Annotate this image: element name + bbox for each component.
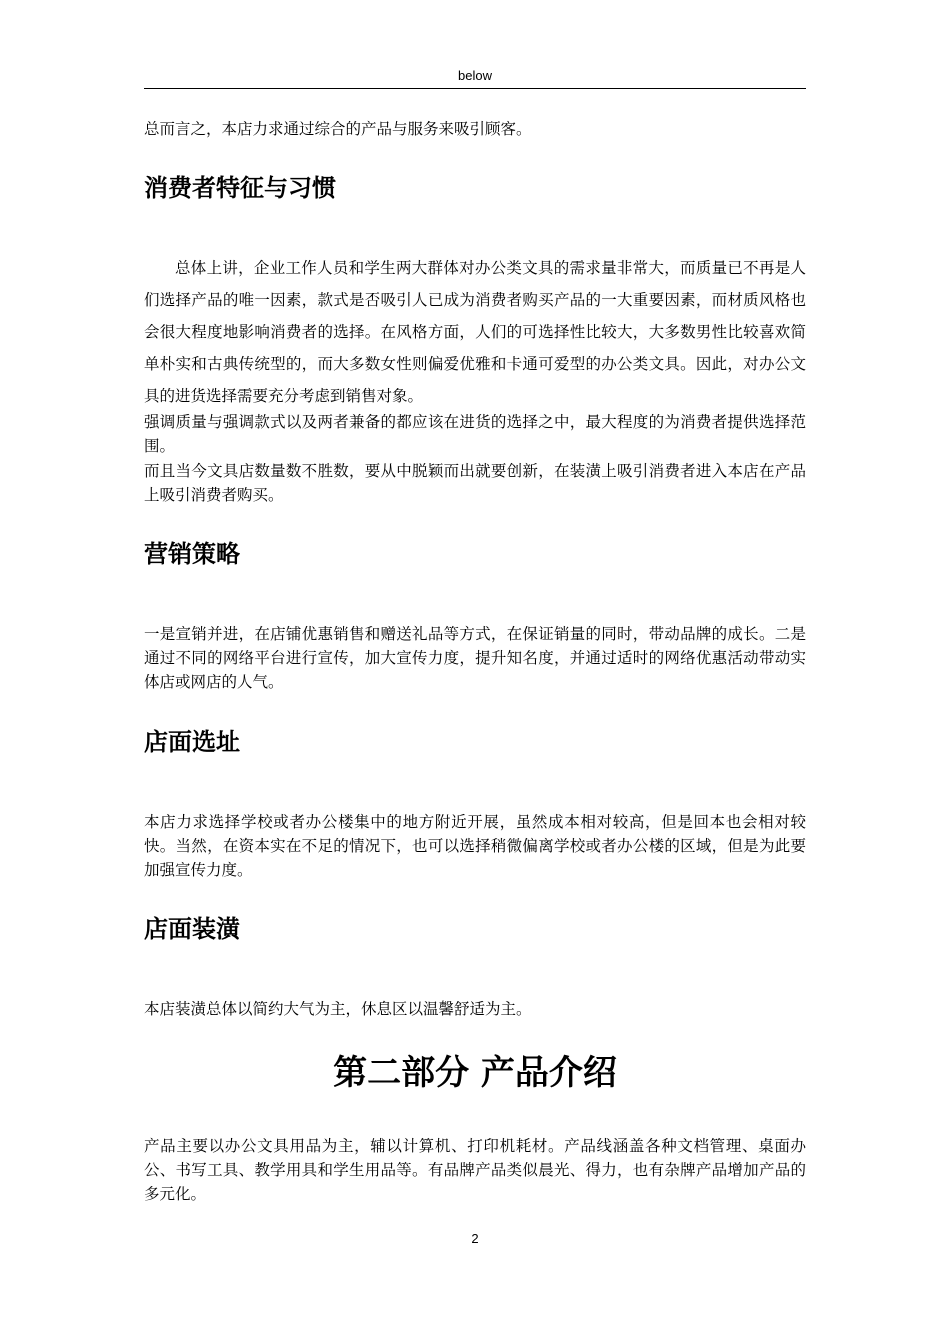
marketing-paragraph: 一是宣销并进，在店铺优惠销售和赠送礼品等方式，在保证销量的同时，带动品牌的成长。二是通过不同的网络平台进行宣传，加大宣传力度，提升知名度，并通过适时的网络优惠活动带动实体店或网店的人气。: [144, 625, 806, 691]
marketing-heading: 营销策略: [144, 540, 240, 568]
part2-title: 第二部分 产品介绍: [333, 1053, 617, 1093]
part2-paragraph: 产品主要以办公文具用品为主，辅以计算机、打印机耗材。产品线涵盖各种文档管理、桌面办公、书写工具、教学用具和学生用品等。有品牌产品类似晨光、得力，也有杂牌产品增加产品的多元化。: [144, 1137, 806, 1203]
location-paragraph: 本店力求选择学校或者办公楼集中的地方附近开展，虽然成本相对较高，但是回本也会相对较快。当然，在资本实在不足的情况下，也可以选择稍微偏离学校或者办公楼的区域，但是为此要加强宣传力度。: [144, 813, 806, 879]
page-header: below: [144, 66, 806, 89]
decoration-heading: 店面装潢: [144, 915, 240, 943]
consumer-paragraph-2: 强调质量与强调款式以及两者兼备的都应该在进货的选择之中，最大程度的为消费者提供选择范围。: [144, 413, 806, 455]
intro-summary-paragraph: 总而言之，本店力求通过综合的产品与服务来吸引顾客。: [144, 120, 532, 138]
consumer-heading: 消费者特征与习惯: [144, 174, 336, 202]
decoration-paragraph: 本店装潢总体以简约大气为主，休息区以温馨舒适为主。: [144, 1000, 532, 1018]
page-number: 2: [471, 1231, 479, 1246]
consumer-paragraph-3: 而且当今文具店数量数不胜数，要从中脱颖而出就要创新，在装潢上吸引消费者进入本店在产品上吸引消费者购买。: [144, 462, 806, 504]
consumer-paragraph-1: 总体上讲，企业工作人员和学生两大群体对办公类文具的需求量非常大，而质量已不再是人们选择产品的唯一因素，款式是否吸引人已成为消费者购买产品的一大重要因素，而材质风格也会很大程度地影响消费者的选择。在风格方面，人们的可选择性比较大，大多数男性比较喜欢简单朴实和古典传统型的，而大多数女性则偏爱优雅和卡通可爱型的办公类文具。因此，对办公文具的进货选择需要充分考虑到销售对象。: [144, 259, 806, 405]
location-heading: 店面选址: [144, 728, 240, 756]
